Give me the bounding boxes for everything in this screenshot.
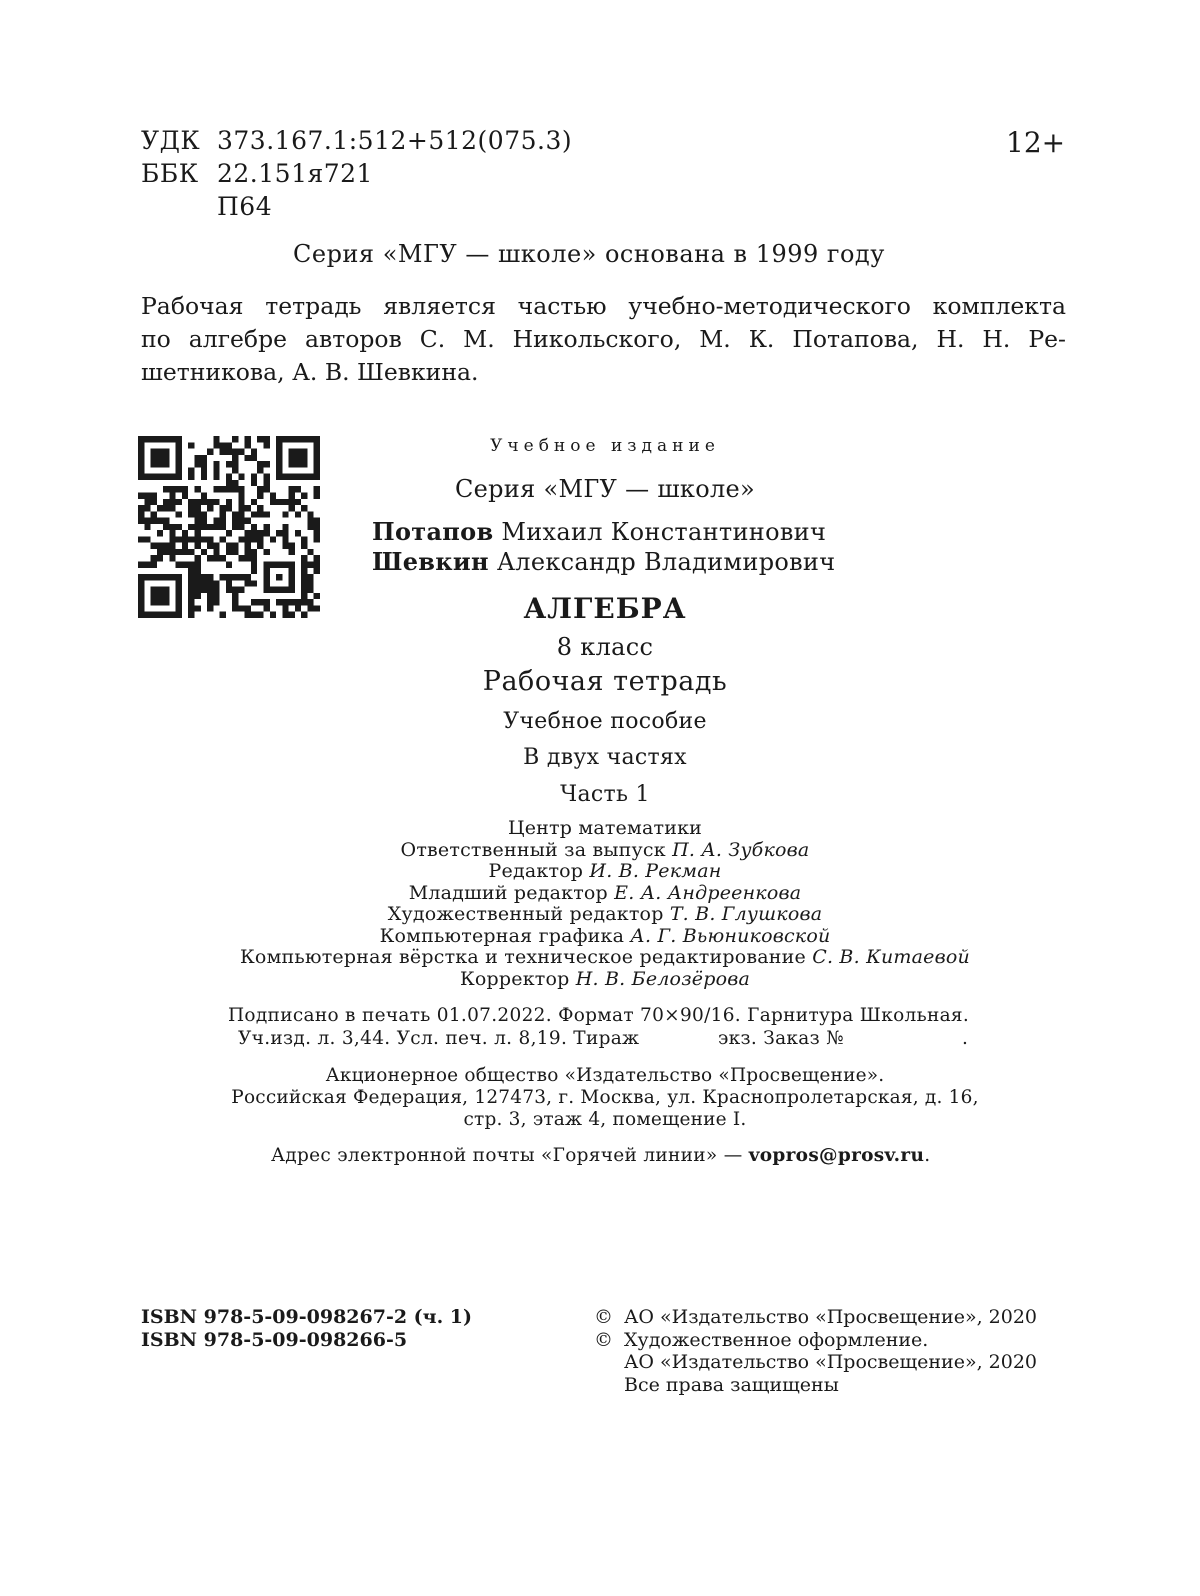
- copyright-line-2: [594, 1329, 1037, 1352]
- series-note: Серия «МГУ — школе» основана в 1999 году: [293, 240, 885, 268]
- credit-row: [190, 840, 1020, 862]
- publisher-line-2: Российская Федерация, 127473, г. Москва, ул. Краснопролетарская, д. 16,: [231, 1087, 979, 1108]
- hotline-email: vopros@prosv.ru: [748, 1145, 925, 1166]
- age-rating: 12+: [1006, 126, 1066, 159]
- credit-name: П. А. Зубкова: [672, 838, 810, 861]
- author-code-line: [141, 190, 572, 223]
- copyright-line-4: [594, 1374, 1037, 1397]
- edition-parts: В двух частях: [523, 745, 687, 770]
- credits-block: [190, 818, 1020, 990]
- print-info-line-1: Подписано в печать 01.07.2022. Формат 70×90/16. Гарнитура Школьная.: [228, 1005, 970, 1026]
- copyright-text: АО «Издательство «Просвещение», 2020: [624, 1306, 1037, 1328]
- copyright-block: [594, 1306, 1037, 1396]
- copyright-symbol: ©: [594, 1328, 613, 1351]
- grade: 8 класс: [556, 633, 654, 661]
- edition-series: Серия «МГУ — школе»: [454, 475, 756, 503]
- publisher-line-1: Акционерное общество «Издательство «Просвещение».: [325, 1065, 885, 1086]
- author-2-given: Александр Владимирович: [496, 548, 836, 576]
- author-1: [372, 517, 826, 546]
- copyright-line-1: [594, 1306, 1037, 1329]
- author-code: П64: [217, 192, 273, 221]
- intro-line-2: по алгебре авторов С. М. Никольского, М. К. Потапова, Н. Н. Ре-: [141, 325, 1066, 353]
- credit-row: [190, 904, 1020, 926]
- isbn-line-1: ISBN 978-5-09-098267-2 (ч. 1): [141, 1306, 473, 1328]
- credits-center: Центр математики: [507, 817, 703, 839]
- publisher-line-3: стр. 3, этаж 4, помещение I.: [463, 1109, 747, 1130]
- print-info-line-2b: экз. Заказ №: [718, 1028, 844, 1049]
- classification-block: [141, 124, 572, 223]
- author-1-given: Михаил Константинович: [501, 518, 827, 546]
- credit-role: Компьютерная вёрстка и техническое редактирование: [240, 946, 806, 968]
- hotline: [271, 1145, 930, 1166]
- bbk-line: [141, 157, 572, 190]
- copyright-text: Все права защищены: [624, 1373, 839, 1396]
- credit-name: Т. В. Глушкова: [669, 903, 823, 925]
- credit-name: И. В. Рекман: [589, 860, 722, 882]
- book-title: АЛГЕБРА: [523, 592, 687, 625]
- author-2-surname: Шевкин: [372, 547, 489, 576]
- isbn-line-2: ISBN 978-5-09-098266-5: [141, 1329, 408, 1351]
- edition-kind: Учебное пособие: [503, 709, 707, 734]
- credit-role: Компьютерная графика: [379, 924, 625, 947]
- udk-value: 373.167.1:512+512(075.3): [217, 126, 573, 155]
- credit-row: [190, 926, 1020, 948]
- bbk-value: 22.151я721: [217, 159, 373, 188]
- copyright-text: АО «Издательство «Просвещение», 2020: [624, 1351, 1037, 1373]
- credit-name: С. В. Китаевой: [812, 946, 970, 968]
- hotline-label: Адрес электронной почты «Горячей линии» —: [271, 1145, 743, 1166]
- credit-role: Редактор: [488, 860, 584, 882]
- hotline-end: .: [924, 1145, 931, 1166]
- credit-role: Корректор: [460, 967, 570, 990]
- credit-row: [190, 883, 1020, 905]
- copyright-text: Художественное оформление.: [624, 1328, 929, 1351]
- intro-paragraph: [141, 290, 1066, 389]
- credit-row: [190, 969, 1020, 991]
- edition-part: Часть 1: [560, 782, 650, 807]
- isbn-block: [141, 1306, 472, 1352]
- bbk-label: ББК: [141, 159, 199, 188]
- credit-name: Н. В. Белозёрова: [575, 967, 750, 990]
- credit-row: [190, 947, 1020, 969]
- udk-label: УДК: [141, 126, 201, 155]
- publisher-block: [190, 1065, 1020, 1131]
- credit-role: Младший редактор: [408, 881, 608, 904]
- print-info-line-2a: Уч.изд. л. 3,44. Усл. печ. л. 8,19. Тираж: [238, 1028, 640, 1049]
- credit-row: [190, 861, 1020, 883]
- intro-line-1: Рабочая тетрадь является частью учебно-методического комплекта: [141, 292, 1066, 320]
- author-1-surname: Потапов: [372, 517, 494, 546]
- author-2: [372, 547, 835, 576]
- udk-line: [141, 124, 572, 157]
- subtitle: Рабочая тетрадь: [482, 666, 728, 697]
- credit-role: Художественный редактор: [387, 903, 664, 925]
- edition-type: Учебное издание: [490, 436, 720, 456]
- print-info-line-2c: .: [962, 1028, 969, 1049]
- qr-code-icon: [138, 436, 320, 618]
- credit-role: Ответственный за выпуск: [400, 838, 666, 861]
- copyright-symbol: ©: [594, 1306, 613, 1328]
- credit-name: А. Г. Вьюниковской: [630, 924, 831, 947]
- intro-line-3: шетникова, А. В. Шевкина.: [141, 358, 479, 386]
- copyright-line-3: [594, 1351, 1037, 1374]
- credit-name: Е. А. Андреенкова: [614, 881, 802, 904]
